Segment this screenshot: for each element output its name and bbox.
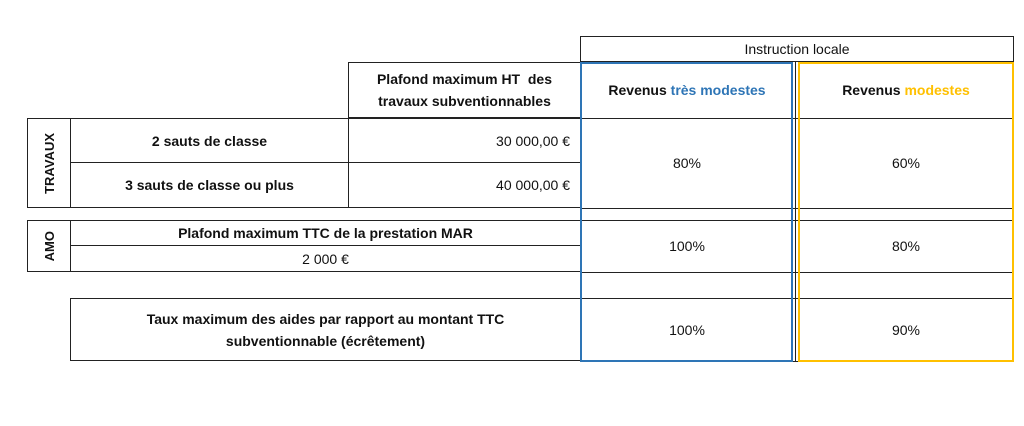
divider-columns: [795, 62, 796, 362]
travaux-side-label: [27, 118, 71, 208]
travaux-row-2-plafond: 40 000,00 €: [348, 162, 581, 208]
travaux-row-1-label: 2 sauts de classe: [70, 118, 349, 163]
ecretement-label: Taux maximum des aides par rapport au montant TTC subventionnable (écrêtement): [70, 298, 581, 361]
amo-label: AMO: [41, 230, 57, 262]
ecretement-tres-modestes-value: 100%: [669, 321, 705, 338]
travaux-tres-modestes-value: 80%: [672, 155, 702, 171]
travaux-row-2-label: 3 sauts de classe ou plus: [70, 162, 349, 208]
plafond-ht-line2: travaux subventionnables: [378, 93, 551, 109]
amo-tres-modestes-value: 100%: [669, 238, 705, 254]
travaux-modestes-value: 60%: [891, 155, 921, 171]
travaux-label: TRAVAUX: [41, 132, 57, 194]
modestes-column-frame: [798, 62, 1014, 362]
plafond-ht-line1: Plafond maximum HT des: [376, 71, 553, 87]
tres-modestes-column-frame: [580, 62, 793, 362]
instruction-locale-header: [580, 36, 1014, 62]
header-tres-modestes: Revenus très modestes: [608, 82, 766, 98]
amo-title: Plafond maximum TTC de la prestation MAR: [70, 220, 581, 246]
instruction-locale-label: Instruction locale: [744, 41, 850, 57]
amo-value: 2 000 €: [70, 245, 581, 272]
header-modestes: Revenus modestes: [842, 82, 970, 98]
amo-side-label: [27, 220, 71, 272]
ecretement-modestes-value: 90%: [891, 321, 921, 338]
amo-modestes-value: 80%: [891, 238, 921, 254]
plafond-ht-header: [348, 62, 581, 118]
travaux-row-1-plafond: 30 000,00 €: [348, 118, 581, 163]
